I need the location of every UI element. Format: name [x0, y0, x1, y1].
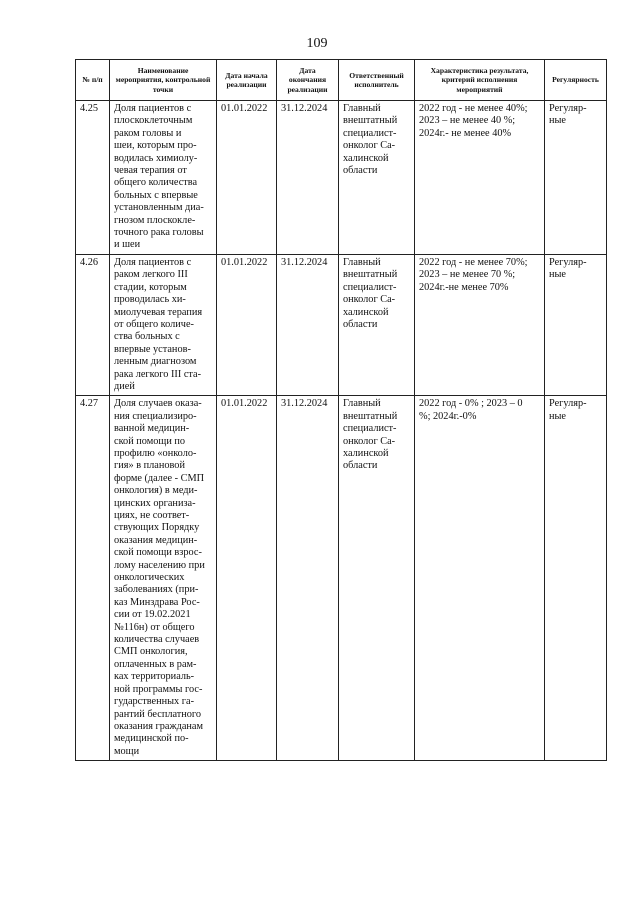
row-result: 2022 год - не менее 40%; 2023 – не менее 40 %; 2024г.- не менее 40% [415, 101, 545, 255]
header-end-date: Дата окончания реализации [277, 60, 339, 101]
row-responsible: Главный внештатный специалист- онколог Са- халинской области [339, 396, 415, 761]
row-end-date: 31.12.2024 [277, 254, 339, 395]
row-number: 4.27 [76, 396, 110, 761]
row-start-date: 01.01.2022 [217, 101, 277, 255]
header-result: Характеристика результата, критерий исполнения мероприятий [415, 60, 545, 101]
row-end-date: 31.12.2024 [277, 101, 339, 255]
row-number: 4.26 [76, 254, 110, 395]
row-measure-name: Доля пациентов с раком легкого III стадии, которым проводилась хи- миолучевая терапия от общего количе- ства больных с впервые установ- ленным диагнозом рака легкого III ста- дией [110, 254, 217, 395]
header-num: № п/п [76, 60, 110, 101]
row-regularity: Регуляр- ные [545, 396, 607, 761]
page-number: 109 [306, 36, 328, 51]
row-result: 2022 год - 0% ; 2023 – 0 %; 2024г.-0% [415, 396, 545, 761]
row-start-date: 01.01.2022 [217, 254, 277, 395]
row-measure-name: Доля пациентов с плоскоклеточным раком головы и шеи, которым про- водилась химиолу- чевая терапия от общего количества больных с впервые установленным диа- гнозом плоскокле- точного рака головы и шеи [110, 101, 217, 255]
row-responsible: Главный внештатный специалист- онколог Са- халинской области [339, 254, 415, 395]
row-start-date: 01.01.2022 [217, 396, 277, 761]
row-result: 2022 год - не менее 70%; 2023 – не менее 70 %; 2024г.-не менее 70% [415, 254, 545, 395]
row-regularity: Регуляр- ные [545, 101, 607, 255]
header-name: Наименование мероприятия, контрольной точки [110, 60, 217, 101]
table-row [76, 101, 607, 255]
row-end-date: 31.12.2024 [277, 396, 339, 761]
table-header-row [76, 60, 607, 101]
table-row [76, 396, 607, 761]
row-measure-name: Доля случаев оказа- ния специализиро- ванной медицин- ской помощи по профилю «онколо- гия» в плановой форме (далее - СМП онкология) в меди- цинских организа- циях, не соответ- ствующих Порядку оказания медицин- ской помощи взрос- лому населению при онкологических заболеваниях (при- каз Минздрава Рос- сии от 19.02.2021 №116н) от общего количества случаев СМП онкология, оплаченных в рам- ках территориаль- ной программы гос- гударственных га- рантий бесплатного оказания гражданам медицинской по- мощи [110, 396, 217, 761]
row-regularity: Регуляр- ные [545, 254, 607, 395]
plan-table [75, 59, 607, 761]
header-start-date: Дата начала реализации [217, 60, 277, 101]
table-row [76, 254, 607, 395]
header-regularity: Регулярность [545, 60, 607, 101]
row-number: 4.25 [76, 101, 110, 255]
row-responsible: Главный внештатный специалист- онколог Са- халинской области [339, 101, 415, 255]
header-responsible: Ответственный исполнитель [339, 60, 415, 101]
